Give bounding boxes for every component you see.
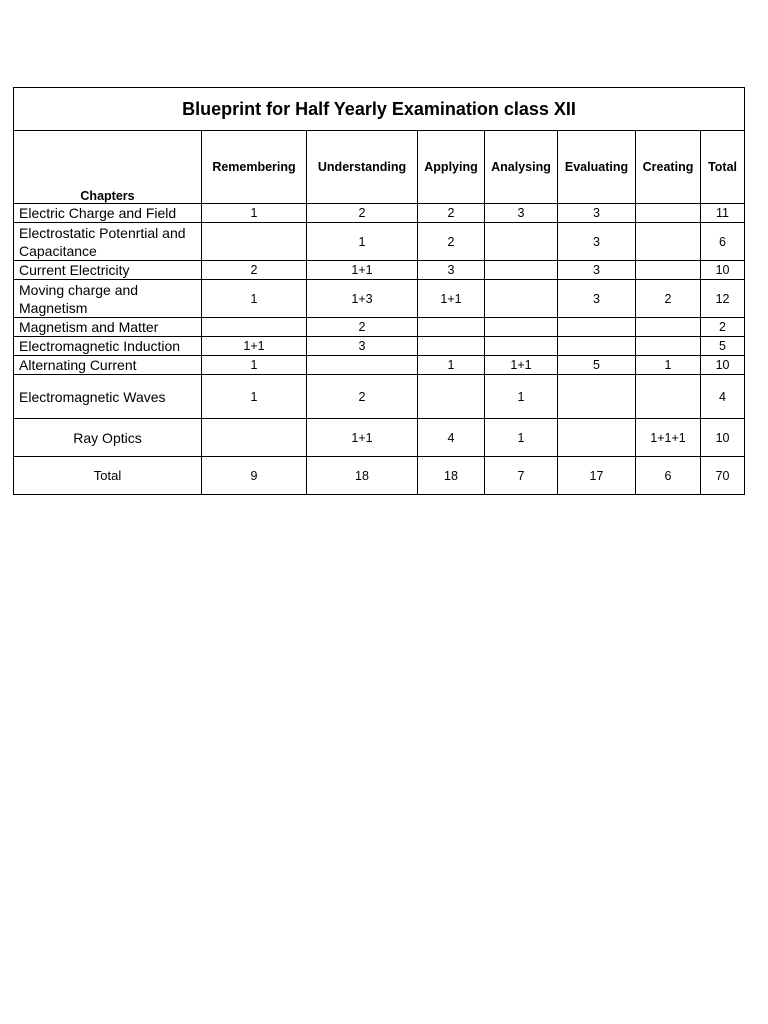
header-creating: Creating: [636, 131, 701, 204]
value-cell: 3: [485, 204, 558, 223]
value-cell: [485, 261, 558, 280]
value-cell: [636, 375, 701, 419]
table-row: [14, 261, 745, 280]
value-cell: 4: [418, 419, 485, 457]
value-cell: 3: [558, 280, 636, 318]
chapter-cell: Moving charge and Magnetism: [14, 280, 202, 318]
value-cell: 3: [558, 223, 636, 261]
total-value-cell: 6: [636, 457, 701, 495]
value-cell: 11: [701, 204, 745, 223]
header-total: Total: [701, 131, 745, 204]
header-evaluating: Evaluating: [558, 131, 636, 204]
value-cell: 4: [701, 375, 745, 419]
value-cell: 3: [558, 204, 636, 223]
chapter-cell: Magnetism and Matter: [14, 318, 202, 337]
value-cell: [636, 261, 701, 280]
chapter-cell: Alternating Current: [14, 356, 202, 375]
value-cell: 2: [307, 204, 418, 223]
table-row: [14, 375, 745, 419]
value-cell: 1: [485, 419, 558, 457]
value-cell: [418, 318, 485, 337]
value-cell: [307, 356, 418, 375]
table-title: Blueprint for Half Yearly Examination class XII: [14, 88, 745, 131]
value-cell: 12: [701, 280, 745, 318]
chapter-cell: Electromagnetic Induction: [14, 337, 202, 356]
value-cell: 2: [636, 280, 701, 318]
value-cell: 1+1: [307, 419, 418, 457]
chapter-cell: Electric Charge and Field: [14, 204, 202, 223]
value-cell: 3: [558, 261, 636, 280]
header-applying: Applying: [418, 131, 485, 204]
value-cell: [636, 204, 701, 223]
chapter-cell: Ray Optics: [14, 419, 202, 457]
value-cell: [636, 223, 701, 261]
total-value-cell: 9: [202, 457, 307, 495]
value-cell: 10: [701, 261, 745, 280]
value-cell: 1+1: [202, 337, 307, 356]
value-cell: [202, 419, 307, 457]
value-cell: 1: [202, 375, 307, 419]
value-cell: 10: [701, 419, 745, 457]
value-cell: [418, 337, 485, 356]
value-cell: 1+1: [485, 356, 558, 375]
value-cell: 1: [418, 356, 485, 375]
total-value-cell: 17: [558, 457, 636, 495]
value-cell: [636, 318, 701, 337]
value-cell: 2: [418, 223, 485, 261]
table-row: [14, 204, 745, 223]
value-cell: 1+1: [418, 280, 485, 318]
chapter-cell: Electromagnetic Waves: [14, 375, 202, 419]
value-cell: 2: [307, 375, 418, 419]
value-cell: [558, 337, 636, 356]
value-cell: [202, 318, 307, 337]
total-value-cell: 18: [307, 457, 418, 495]
chapter-cell: Current Electricity: [14, 261, 202, 280]
value-cell: [558, 419, 636, 457]
total-label: Total: [14, 457, 202, 495]
value-cell: [558, 318, 636, 337]
value-cell: [202, 223, 307, 261]
total-value-cell: 70: [701, 457, 745, 495]
value-cell: 1: [202, 356, 307, 375]
value-cell: 3: [307, 337, 418, 356]
value-cell: 1: [307, 223, 418, 261]
value-cell: 1: [202, 204, 307, 223]
value-cell: [485, 223, 558, 261]
table-row: [14, 356, 745, 375]
total-row: [14, 457, 745, 495]
value-cell: [485, 337, 558, 356]
value-cell: 10: [701, 356, 745, 375]
value-cell: 2: [202, 261, 307, 280]
value-cell: [485, 280, 558, 318]
value-cell: 6: [701, 223, 745, 261]
value-cell: 2: [307, 318, 418, 337]
chapter-cell: Electrostatic Potenrtial and Capacitance: [14, 223, 202, 261]
table-row: [14, 280, 745, 318]
value-cell: 1: [636, 356, 701, 375]
total-value-cell: 7: [485, 457, 558, 495]
value-cell: [485, 318, 558, 337]
value-cell: [636, 337, 701, 356]
value-cell: 2: [418, 204, 485, 223]
value-cell: 1: [202, 280, 307, 318]
header-analysing: Analysing: [485, 131, 558, 204]
header-remembering: Remembering: [202, 131, 307, 204]
table-row: [14, 223, 745, 261]
table-row: [14, 318, 745, 337]
value-cell: [558, 375, 636, 419]
value-cell: 1+1+1: [636, 419, 701, 457]
table-row: [14, 337, 745, 356]
value-cell: 5: [701, 337, 745, 356]
title-row: [14, 88, 745, 131]
value-cell: 5: [558, 356, 636, 375]
value-cell: 2: [701, 318, 745, 337]
value-cell: 1+3: [307, 280, 418, 318]
total-value-cell: 18: [418, 457, 485, 495]
value-cell: 1+1: [307, 261, 418, 280]
header-understanding: Understanding: [307, 131, 418, 204]
table-row: [14, 419, 745, 457]
value-cell: 3: [418, 261, 485, 280]
header-row: [14, 131, 745, 204]
header-chapters: Chapters: [14, 131, 202, 204]
value-cell: [418, 375, 485, 419]
value-cell: 1: [485, 375, 558, 419]
blueprint-table: [13, 87, 745, 495]
